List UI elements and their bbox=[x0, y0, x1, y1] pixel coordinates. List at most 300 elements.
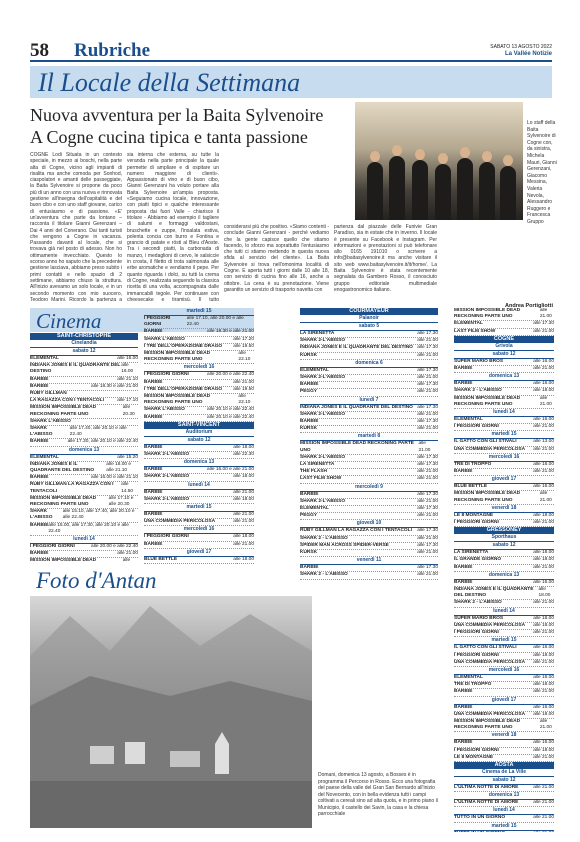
film-row bbox=[144, 394, 254, 407]
film-row bbox=[454, 366, 554, 373]
film-title: INDIANA JONES E IL QUADRANTE DEL DESTINO bbox=[300, 345, 413, 351]
film-row bbox=[300, 405, 438, 412]
film-row bbox=[30, 377, 138, 384]
film-row bbox=[30, 363, 138, 376]
film-time: alle 21.00 bbox=[417, 338, 438, 344]
film-time: alle 17.30 bbox=[417, 565, 438, 571]
article-column-1: COGNE Lodi Situata in un contesto speciale, in mezzo ai boschi, nella parte alta di Cogne, vicino agli impianti di risalita ma anche comoda per Sonhod, ciaspolatori e amanti delle passeggiate, la Baita Sylvenoire si propone da poco più di un anno con una nuova e rinnovata gestione all'insegna dell'ospitalità e del buon cibo e con uno staff giovane, carico di entusiasmo e di passione. «E' un'avventura che parte da lontano – racconta il titolare Gianni Gerenzani – Dai 4 anni del Conerano. Dai tanti turisti che vengono a Cogne in vacanza. Passando davanti al locale, che si trovava già nel posto di adesso. Non ho ottimamente invecchiato. Questo lo scorso anno ho saputo che la precedente gestione lasciava, abbiamo preso subito i primi contatti e nello spazio di 2 settimane, abbiamo chiuso la struttura. All'inizio avevamo un solo locale, e in un secondo momento con mio suocero, Teodoro Marini. Ricordo la partenza a bbox=[30, 152, 122, 302]
film-title: SHARK L'ABISSO bbox=[30, 418, 71, 424]
film-time: alle 21.00 bbox=[417, 572, 438, 578]
film-title: BARBIE bbox=[144, 489, 163, 495]
film-row bbox=[454, 755, 554, 762]
cinema-day: sabato 12 bbox=[454, 542, 554, 550]
film-time: alle bbox=[122, 558, 131, 563]
film-title: KURSK bbox=[300, 352, 318, 358]
film-row bbox=[300, 572, 438, 579]
film-row bbox=[300, 476, 438, 483]
film-title: I TRE DELL'OPERAZIONE DRAGO bbox=[144, 386, 223, 392]
film-time: alle 21.00 bbox=[539, 718, 552, 731]
film-title: SHARK 2-L'ABISSO bbox=[300, 411, 346, 417]
film-row bbox=[454, 329, 554, 336]
film-title: MISSION IMPOSSIBLE DEAD bbox=[30, 558, 97, 563]
film-time: alle 17.10 bbox=[117, 398, 138, 404]
film-row bbox=[454, 308, 554, 321]
film-title: ELEMENTAL bbox=[30, 454, 59, 460]
film-title: L'ULTIMA NOTTE DI AMORE bbox=[454, 784, 519, 790]
film-time: alle 18.00 bbox=[533, 557, 554, 563]
film-time: alle 18.00 bbox=[533, 550, 554, 556]
film-time: alle 21.00 bbox=[417, 426, 438, 432]
film-title: LA SIRENETTA bbox=[300, 462, 335, 468]
film-row bbox=[300, 550, 438, 557]
film-title: BARBIE bbox=[300, 419, 319, 425]
film-time: alle 15.20 bbox=[117, 454, 138, 460]
cinema-day: domenica 13 bbox=[454, 373, 554, 381]
film-row bbox=[144, 329, 254, 336]
film-title: TUTTO IN UN GIORNO bbox=[454, 815, 506, 821]
film-time: alle 18.00 bbox=[533, 622, 554, 628]
film-time: alle 21.00 bbox=[533, 366, 554, 372]
film-row bbox=[144, 380, 254, 387]
article-column-3: considerarsi più che positivo. «Siamo contenti - conclude Gianni Gerenzani - perché vediamo che la gente capisce quello che stiamo facendo, lo sforzo ma soprattutto l'entusiasmo che tutti ci stiamo mettendo in questa nuova sfida al servizio del cliente». La Baita Sylvenoire si trova nell'omonima località di Cogne. E aperta tutti i giorni dalle 10 alle 18, con servizio di cucina fino alle 16, anche a ottobre. La cena è su prenotazione. Viene garantito un servizio di trasporto navetta con bbox=[224, 224, 329, 293]
film-time: alle 21.00 bbox=[533, 800, 554, 806]
film-row bbox=[30, 426, 138, 439]
film-title: SPIDER MAN ACROSS SPIDER-VERSE bbox=[300, 542, 389, 548]
foto-title: Foto d'Antan bbox=[36, 568, 157, 593]
film-time: alle 18.00 bbox=[233, 496, 254, 502]
film-time: alle 21.00 bbox=[417, 469, 438, 475]
feature-headline bbox=[30, 104, 330, 148]
film-row bbox=[30, 482, 138, 495]
film-time: alle 21.00 bbox=[539, 308, 552, 320]
film-time: alle 13.00 bbox=[533, 439, 554, 445]
film-row bbox=[30, 462, 138, 475]
film-time: alle 18.00 bbox=[533, 652, 554, 658]
film-title: BARBIE bbox=[30, 522, 49, 528]
film-title: MISSION IMPOSSIBLE DEAD RECKONING PARTE UNO bbox=[30, 405, 97, 417]
film-time: alle 18.00 bbox=[533, 747, 554, 753]
feature-banner-title: Il Locale della Settimana bbox=[38, 68, 301, 97]
film-row bbox=[30, 455, 138, 462]
film-time: alle 16.00 bbox=[121, 363, 134, 375]
film-row bbox=[454, 689, 554, 696]
film-title: BARBIE bbox=[454, 740, 473, 746]
film-time: alle 17.30 bbox=[417, 462, 438, 468]
page-header bbox=[30, 40, 552, 62]
film-row bbox=[454, 719, 554, 732]
film-title: SHARK 2-L'ABISSO bbox=[144, 452, 190, 458]
cinema-day: mercoledì 16 bbox=[144, 526, 254, 534]
film-title: LA RAGAZZA CON I TENTACOLI bbox=[30, 398, 104, 404]
film-row bbox=[300, 345, 438, 352]
film-title: BLUE BETTLE bbox=[144, 556, 178, 562]
film-time: alle 21.00 bbox=[539, 395, 552, 407]
film-time: alle 21.00 bbox=[533, 754, 554, 760]
film-title: LE 8 MONTAGNE bbox=[454, 754, 494, 760]
cinema-venue-sub: Cinema de La Ville bbox=[454, 769, 554, 777]
film-title: BARBIE bbox=[144, 467, 163, 473]
film-title: BLUE BETTLE bbox=[454, 484, 488, 490]
film-row bbox=[454, 800, 554, 807]
cinema-day: sabato 12 bbox=[454, 351, 554, 359]
cinema-day: domenica 6 bbox=[300, 360, 438, 368]
film-title: I PEGGIORI GIORNI bbox=[144, 534, 189, 540]
film-row bbox=[144, 452, 254, 459]
film-time: alle 16.00 bbox=[533, 461, 554, 467]
film-row bbox=[454, 557, 554, 564]
film-title: ELEMENTAL bbox=[454, 321, 483, 327]
cinema-day: giovedì 17 bbox=[144, 549, 254, 557]
film-time: alle 16.00 bbox=[533, 615, 554, 621]
film-time: alle 18.00 bbox=[533, 711, 554, 717]
film-time: alle 17.30 bbox=[417, 454, 438, 460]
film-row bbox=[30, 419, 138, 426]
film-time: alle 20.00 e alle 22.40 bbox=[91, 544, 138, 550]
film-title: SHARK L'ABISSO bbox=[30, 509, 53, 521]
staff-photo bbox=[355, 102, 523, 220]
foto-banner bbox=[30, 568, 300, 594]
film-time: alle 15.10, alle 17.40, alle 20.10 e alle 22.40 bbox=[62, 509, 135, 521]
film-time: alle 18.30 e alle 21.00 bbox=[207, 329, 254, 335]
cinema-day: domenica 13 bbox=[144, 459, 254, 467]
film-title: ELEMENTAL bbox=[300, 367, 329, 373]
film-row bbox=[300, 441, 438, 454]
film-time: alle 17.30 bbox=[417, 528, 438, 534]
film-time: alle 20.10 e alle 22.40 bbox=[207, 414, 254, 420]
film-title: UNA COMMEDIA PERICOLOSA bbox=[454, 446, 526, 452]
film-row bbox=[454, 447, 554, 454]
cinema-day: lunedì 14 bbox=[454, 807, 554, 815]
film-row bbox=[454, 388, 554, 395]
film-row bbox=[144, 387, 254, 394]
film-title: SHARK 2 - L'ABISSO bbox=[300, 535, 348, 541]
film-title: UNA COMMEDIA PERICOLOSA bbox=[454, 711, 526, 717]
film-time: alle 18.00 bbox=[533, 388, 554, 394]
film-title: BARBIE bbox=[300, 382, 319, 388]
film-time: alle 21.00 bbox=[533, 630, 554, 636]
film-time: alle 17.30 bbox=[417, 542, 438, 548]
cinema-venue: SAINT-CHRISTOPHE bbox=[30, 333, 138, 340]
film-title: MISSION IMPOSSIBLE DEAD RECKONING PARTE UNO bbox=[454, 308, 521, 320]
film-time: alle 22.10 bbox=[238, 351, 251, 363]
film-title: BARBIE bbox=[144, 444, 163, 450]
film-title: BARBIE bbox=[144, 414, 163, 420]
film-title bbox=[454, 831, 505, 832]
film-title: SUPER MARIO BROS bbox=[454, 615, 504, 621]
film-title: SHARK L'ABISSO bbox=[144, 407, 185, 413]
film-row bbox=[300, 499, 438, 506]
film-time: alle 20.00 e alle 22.40 bbox=[207, 372, 254, 378]
film-title: RUBY GILLMAN LA RAGAZZA CON I TENTACOLI bbox=[30, 482, 114, 494]
headline-line-1: Nuova avventura per la Baita Sylvenoire bbox=[30, 105, 324, 125]
film-title: LA SIRENETTA bbox=[454, 550, 489, 556]
film-time: alle 17.30 bbox=[417, 345, 438, 351]
film-title: BARBIE bbox=[30, 439, 49, 445]
film-time: alle 16.00 bbox=[533, 358, 554, 364]
historic-photo-caption: Domani, domenica 13 agosto, a Bosses è in programma il Percorso in Rosso. Ecco una fotografia del paese della valle del Gran San Bernardo all'inizio del Novecento, con in bella evidenza tutti i campi coltivati a cereali sino ad alta quota, e in primo piano il Municipio, il castello dei Savin, la casa e la chiesa parrocchiale bbox=[318, 772, 438, 817]
film-row bbox=[300, 543, 438, 550]
cinema-day: sabato 12 bbox=[144, 437, 254, 445]
film-time: alle 22.10 bbox=[238, 394, 251, 406]
film-time: alle 21.00 bbox=[539, 491, 552, 503]
cinema-day: martedì 15 bbox=[454, 823, 554, 831]
film-title: BARBIE bbox=[454, 564, 473, 570]
film-title: SHARK L'ABISSO bbox=[30, 426, 53, 438]
film-title: INDIANA JONES E IL QUADRANTE DEL DESTINO bbox=[30, 363, 121, 375]
film-row bbox=[30, 439, 138, 446]
paper-name: La Vallée Notizie bbox=[504, 51, 552, 57]
film-time: alle 21.00 bbox=[533, 659, 554, 665]
film-row bbox=[144, 344, 254, 351]
section-title: Rubriche bbox=[74, 40, 150, 61]
film-title: SUPER MARIO BROS bbox=[454, 358, 504, 364]
film-time: alle 17.40, alle 20.10 e alle 22.40 bbox=[69, 426, 127, 438]
film-time: alle 16.00 bbox=[533, 704, 554, 710]
cinema-column-4 bbox=[454, 308, 554, 832]
film-time: alle 16.00 bbox=[533, 417, 554, 423]
film-title: I PEGGIORI GIORNI bbox=[454, 520, 499, 526]
film-row bbox=[454, 630, 554, 637]
film-title: BARBIE bbox=[454, 469, 473, 475]
film-title: BARBIE bbox=[454, 579, 473, 585]
film-title: SHARK L'ABISSO bbox=[144, 336, 185, 342]
film-time: alle 17.30 bbox=[417, 491, 438, 497]
film-row bbox=[300, 455, 438, 462]
film-row bbox=[144, 497, 254, 504]
film-row bbox=[454, 469, 554, 476]
film-row bbox=[30, 384, 138, 391]
film-time: alle 17.30 bbox=[533, 321, 554, 327]
film-row bbox=[300, 368, 438, 375]
cinema-venue-sub: Auditorium bbox=[144, 429, 254, 437]
film-row bbox=[454, 712, 554, 719]
film-row bbox=[454, 580, 554, 587]
film-title: L'ULTIMA NOTTE DI AMORE bbox=[454, 800, 519, 806]
film-title: LAST FILM SHOW bbox=[300, 476, 342, 482]
film-time: alle 14.50 bbox=[121, 482, 134, 494]
film-row bbox=[300, 513, 438, 520]
film-title: THE FLASH bbox=[300, 469, 327, 475]
film-time: alle 18.00 bbox=[233, 474, 254, 480]
film-title: PEGGY bbox=[300, 513, 318, 519]
film-time: alle 21.00 bbox=[233, 541, 254, 547]
film-time: alle 17.30 bbox=[417, 367, 438, 373]
film-row bbox=[454, 785, 554, 792]
cinema-day: martedì 8 bbox=[300, 433, 438, 441]
film-title: SHARK 2-L'ABISSO bbox=[144, 474, 190, 480]
film-title: MISSION IMPOSSIBLE DEAD RECKONING PARTE UNO bbox=[454, 395, 521, 407]
film-time: alle 16.00 bbox=[533, 381, 554, 387]
film-row bbox=[300, 528, 438, 535]
film-row bbox=[454, 359, 554, 366]
film-row bbox=[454, 831, 554, 832]
film-title: BARBIE bbox=[454, 381, 473, 387]
cinema-day: giovedì 10 bbox=[300, 520, 438, 528]
film-time: alle 16.00 bbox=[117, 356, 138, 361]
film-row bbox=[454, 616, 554, 623]
film-time: alle 21.00 bbox=[417, 352, 438, 358]
film-time: alle 16.00 e alle 21.10 bbox=[91, 475, 138, 481]
film-row bbox=[454, 645, 554, 652]
film-time: alle 17.30 bbox=[417, 404, 438, 410]
film-title: SHARK 2-L'ABISSO bbox=[300, 375, 346, 381]
film-title: SHARK 2 - L'ABISSO bbox=[300, 572, 348, 578]
film-time: alle 21.00 bbox=[417, 411, 438, 417]
film-title: UNA COMMEDIA PERICOLOSA bbox=[144, 519, 216, 525]
film-title: ELEMENTAL bbox=[454, 417, 483, 423]
film-title: I TRE DELL'OPERAZIONE DRAGO bbox=[144, 343, 223, 349]
film-row bbox=[454, 424, 554, 431]
cinema-day: venerdì 18 bbox=[454, 732, 554, 740]
film-title: MISSION IMPOSSIBLE DEAD RECKONING PARTE UNO bbox=[454, 491, 521, 503]
film-title: BARBIE bbox=[300, 565, 319, 571]
film-row bbox=[144, 542, 254, 549]
film-row bbox=[144, 557, 254, 564]
cinema-venue-sub: Cinelandia bbox=[30, 340, 138, 348]
film-title: I PEGGIORI GIORNI bbox=[454, 652, 499, 658]
film-row bbox=[144, 445, 254, 452]
film-row bbox=[454, 491, 554, 504]
film-time: alle 17.20 bbox=[233, 336, 254, 342]
film-title: SHARK 2-L'ABISSO bbox=[300, 498, 346, 504]
film-title: BARBIE bbox=[30, 383, 49, 389]
film-title: MISSION IMPOSSIBLE DEAD RECKONING PARTE UNO bbox=[454, 718, 521, 731]
film-time: alle 17.30 bbox=[417, 382, 438, 388]
film-row bbox=[454, 513, 554, 520]
film-row bbox=[30, 496, 138, 509]
film-time: alle 21.00 bbox=[417, 375, 438, 381]
film-time: alle 17.30 bbox=[417, 331, 438, 336]
film-time: alle 20.10 e alle 22.40 bbox=[207, 407, 254, 413]
film-time: alle 21.00 bbox=[418, 441, 431, 453]
film-time bbox=[533, 831, 554, 832]
cinema-day: lunedì 14 bbox=[144, 482, 254, 490]
film-row bbox=[144, 415, 254, 422]
film-row bbox=[454, 565, 554, 572]
film-row bbox=[300, 536, 438, 543]
film-time: alle 17.10 e alle 20.30 bbox=[108, 495, 134, 508]
film-time: alle 17.10, alle 20.00 e alle 22.40 bbox=[186, 316, 244, 328]
film-title: BARBIE bbox=[144, 329, 163, 335]
headline-line-2: A Cogne cucina tipica e tanta passione bbox=[30, 127, 308, 147]
film-title: BARBIE bbox=[454, 704, 473, 710]
cinema-day: lunedì 14 bbox=[30, 536, 138, 544]
film-time: alle 18.00 bbox=[533, 682, 554, 688]
film-row bbox=[300, 426, 438, 433]
film-time: alle 18.00 bbox=[538, 587, 551, 599]
film-row bbox=[454, 462, 554, 469]
film-row bbox=[454, 321, 554, 328]
cinema-day: lunedì 7 bbox=[300, 397, 438, 405]
film-row bbox=[454, 587, 554, 600]
film-title: INDIANA JONES E IL QUADRANTE DEL DESTINO bbox=[454, 587, 534, 599]
film-time: alle 16.00 bbox=[533, 579, 554, 585]
article-column-4: partenza dal piazzale delle Funivie Gran Paradiso, sia in estate che in inverno. Il locale è presente su Facebook e Instagram. Per informazioni e prenotazioni si può telefonare allo 0165 191010 o scrivere a info@baitasylvenoire.it ma anche visitare il sito web www.baitasylvenoire.it/it/home/. La Baita Sylvenoire è stata recentemente segnalata da Gambero Rosso, il conosciuto gruppo editoriale multimediale enogastronomico italiano. bbox=[334, 224, 437, 293]
cinema-day: mercoledì 9 bbox=[300, 484, 438, 492]
cinema-day: domenica 13 bbox=[454, 572, 554, 580]
film-time: alle 18.00 bbox=[233, 556, 254, 562]
cinema-day: domenica 13 bbox=[30, 447, 138, 455]
film-time: alle 21.00 bbox=[117, 551, 138, 557]
film-title: BARBIE bbox=[144, 379, 163, 385]
cinema-venue-sub: Palanoir bbox=[300, 315, 438, 323]
film-title: I PEGGIORI GIORNI bbox=[454, 630, 499, 636]
cinema-venue: COGNE bbox=[454, 336, 554, 343]
cinema-day: martedì 15 bbox=[454, 637, 554, 645]
cinema-day: lunedì 14 bbox=[454, 608, 554, 616]
film-time: alle 21.00 bbox=[233, 512, 254, 518]
film-time: alle 18.30 e alle 21.00 bbox=[91, 383, 138, 389]
film-title: I PEGGIORI GIORNI bbox=[144, 316, 171, 328]
film-time: alle 16.00 bbox=[533, 674, 554, 680]
cinema-venue: AOSTA bbox=[454, 762, 554, 769]
film-row bbox=[144, 351, 254, 364]
film-row bbox=[144, 372, 254, 379]
cinema-day: martedì 15 bbox=[454, 431, 554, 439]
film-title: BARBIE bbox=[144, 512, 163, 518]
film-title: IL GATTO CON GLI STIVALI bbox=[454, 439, 517, 445]
cinema-day: lunedì 14 bbox=[454, 409, 554, 417]
film-title: ELEMENTAL bbox=[454, 674, 483, 680]
cinema-day: sabato 12 bbox=[30, 348, 138, 356]
author-signature: Andrea Portigliotti bbox=[505, 303, 553, 309]
film-title: PEGGY bbox=[300, 389, 318, 395]
cinema-day: mercoledì 16 bbox=[454, 454, 554, 462]
film-row bbox=[300, 389, 438, 396]
film-title: MISSION IMPOSSIBLE DEAD RECKONING PARTE UNO bbox=[300, 441, 414, 453]
film-row bbox=[30, 405, 138, 418]
film-row bbox=[454, 740, 554, 747]
film-time: alle 21.00 bbox=[533, 520, 554, 526]
film-row bbox=[454, 815, 554, 822]
film-title: LA SIRENETTA bbox=[300, 331, 335, 336]
feature-banner bbox=[30, 66, 552, 98]
film-time: alle 21.00 bbox=[417, 550, 438, 556]
film-title: BARBIE bbox=[30, 475, 49, 481]
cinema-day: venerdì 18 bbox=[454, 505, 554, 513]
film-title: LE 8 MONTAGNE bbox=[454, 512, 494, 518]
film-row bbox=[454, 705, 554, 712]
cinema-day: giovedì 17 bbox=[454, 697, 554, 705]
film-time: alle 21.00 bbox=[533, 815, 554, 821]
historic-photo bbox=[30, 596, 312, 828]
film-title: TRE DI TROPPO bbox=[454, 682, 492, 688]
film-row bbox=[144, 407, 254, 414]
film-title: SHARK 2 - L'ABISSO bbox=[454, 600, 502, 606]
film-time: alle 16.00 bbox=[533, 645, 554, 651]
film-time: alle 17.30, alle 20.10 e alle 22.40 bbox=[67, 439, 138, 445]
film-row bbox=[454, 653, 554, 660]
film-time: alle 21.00 bbox=[533, 600, 554, 606]
dateline bbox=[490, 44, 552, 58]
film-time: alle 21.00 bbox=[533, 784, 554, 790]
film-row bbox=[30, 558, 138, 563]
film-time: alle 21.00 bbox=[533, 328, 554, 334]
film-row bbox=[300, 492, 438, 499]
film-title: I PEGGIORI GIORNI bbox=[454, 747, 499, 753]
film-title: KURSK bbox=[300, 550, 318, 556]
film-time: alle 18.00 bbox=[233, 534, 254, 540]
film-row bbox=[300, 412, 438, 419]
film-title: MISSION IMPOSSIBLE DEAD RECKONING PARTE UNO bbox=[144, 351, 211, 363]
cinema-venue-sub: Grivola bbox=[454, 343, 554, 351]
film-time: alle 21.00 bbox=[417, 476, 438, 482]
film-title: SHARK 2-L'ABISSO bbox=[144, 496, 190, 502]
cinema-venue: GRESSONEY bbox=[454, 527, 554, 534]
film-row bbox=[454, 600, 554, 607]
film-title: INDIANA JONES E IL QUADRANTE DEL DESTINO bbox=[30, 461, 95, 474]
film-title: MISSION IMPOSSIBLE DEAD RECKONING PARTE UNO bbox=[30, 495, 97, 508]
